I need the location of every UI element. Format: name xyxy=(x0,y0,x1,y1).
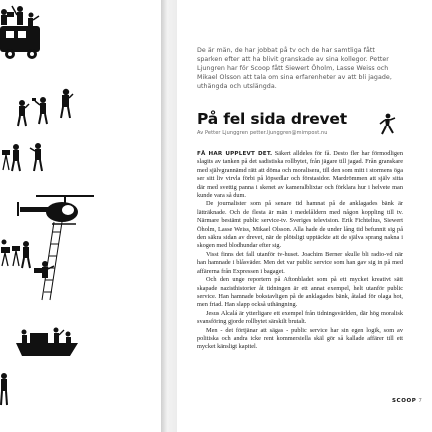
article-headline: På fel sida drevet xyxy=(197,110,347,128)
article-paragraph: Men - det förtjänar att sägas - public service har sin egen logik, som av politiska och andra icke rent kommersiella skäl gör så kallade affärer till ett mycket känsligt kapitel. xyxy=(197,326,403,351)
boat-pictogram xyxy=(16,328,78,357)
helicopter-pictogram xyxy=(18,196,94,224)
article-body xyxy=(197,150,403,352)
lead-in: FÅ HAR UPPLEVT DET. xyxy=(197,151,273,157)
right-page xyxy=(177,0,432,432)
left-page-illustration xyxy=(0,0,161,432)
journalist-pictogram-2 xyxy=(32,97,47,124)
camera-crew-pictogram xyxy=(1,240,30,269)
article-paragraph: De journalister som på senare tid hamnat på de anklagades bänk är lätträknade. Och de flesta är män i medelåldern med någon koppling till tv. Närmare bestämt public service-tv. Sveriges television. Erik Fichtelius, Siewert Öholm, Lasse Weiss, Mikael Olsson. Alla hade de under lång tid befunnit sig på den säkra sidan av drevet, när de plötsligt upptäckte att de själva sprang nakna i skogen med blodhundar efter sig. xyxy=(197,200,403,250)
article-byline: Av Petter Ljunggren petter.ljunggren@mimpost.nu xyxy=(197,130,328,136)
climbing-cameraman-pictogram xyxy=(34,261,54,278)
article-intro: De är män, de har jobbat på tv och de har samtliga fått sparken efter att ha blivit granskade av sina kollegor. Petter Ljungren har för Scoop fått Siewert Öholm, Lasse Weiss och Mikael Olsson att tala om sina erfarenheter av att bli jagade, uthängda och utslängda. xyxy=(197,47,392,90)
article-paragraph: FÅ HAR UPPLEVT DET. Säkert alldeles för få. Desto fler har förmodligen slagits av tanken på det sadistiska rollbytet, från jägare till jagad. Från granskare med självgrannämd rätt att döma och moralisera, till den som mitt i stormens öga ser sitt liv virvla förbi på löpsedlar och förstasidor. Mardrömmen att själv sitta där med svettig panna i skenet av kameralblixtar och förklara hur i helvete man kunde vara så dum. xyxy=(197,150,404,200)
article-paragraph: Visst finns det fall utanför tv-huset. Joachim Berner skulle bli radio-vd när han hamnade i blåsväder. Men det var public service som han gav sig in på med affärerna från Expressen i bagaget. xyxy=(197,250,403,275)
article-paragraph: Jesus Alcalá är ytterligare ett exempel från tidningsvärlden, där hög moralisk svansföring gjorde rollbytet särskilt brutalt. xyxy=(197,309,403,326)
journalist-pictogram-3 xyxy=(61,89,73,118)
person-pictogram-bottom xyxy=(1,373,7,405)
pictogram-illustration xyxy=(0,0,161,432)
cameraman-pictogram xyxy=(2,144,20,171)
page-folio xyxy=(392,398,423,404)
van-with-cameramen-pictogram xyxy=(0,6,40,59)
book-gutter xyxy=(161,0,177,432)
page-number: 7 xyxy=(418,398,423,404)
journalist-pictogram-1 xyxy=(18,100,29,126)
article-paragraph: Och den unge reportern på Aftonbladet som på ett mycket kreativt sätt skapade nazisthistorier åt tidningen är ett annat exempel, helt utanför public service. Han hamnade bokstavligen på de anklagades bänk, åtalad för olaga hot, men friad. Han slapp också uthängning. xyxy=(197,276,403,309)
magazine-name: SCOOP xyxy=(392,398,417,404)
journalist-pictogram-4 xyxy=(30,143,42,171)
running-man-icon xyxy=(378,113,396,135)
